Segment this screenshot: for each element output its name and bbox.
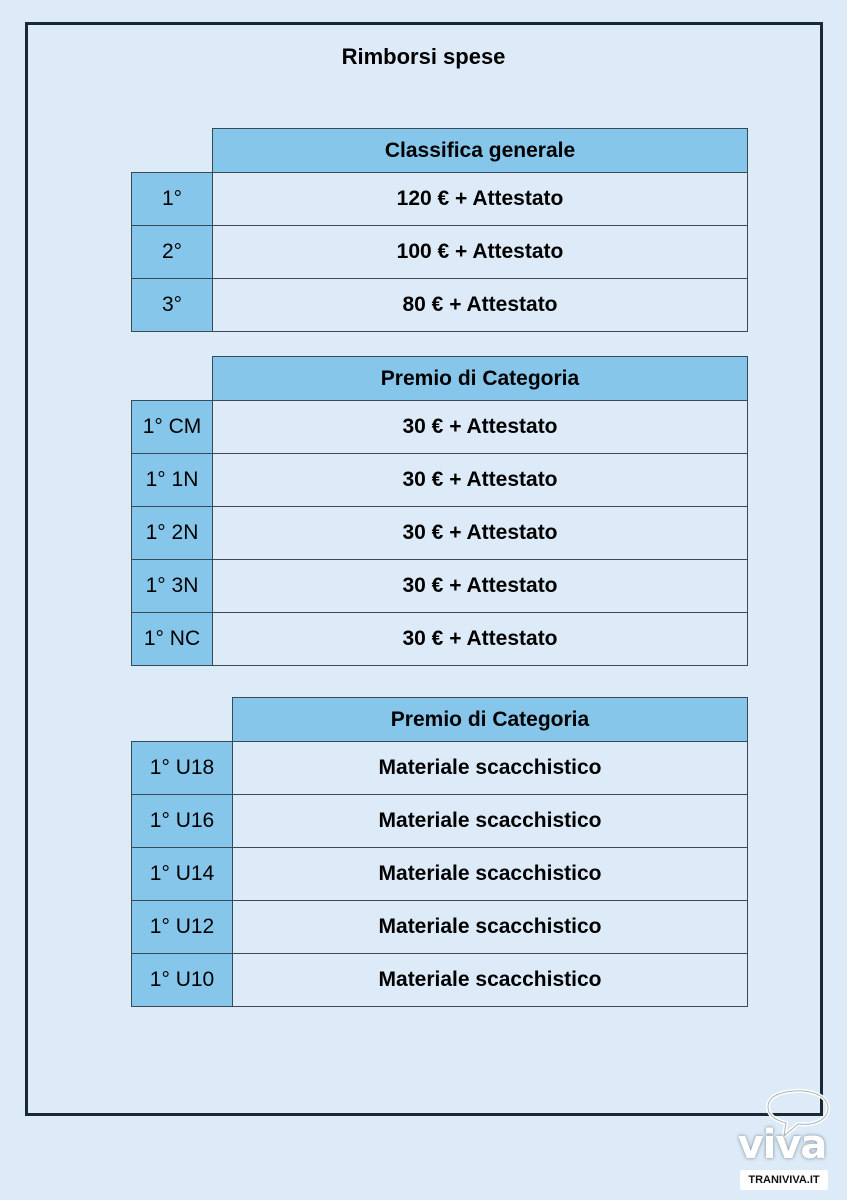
table-header: Premio di Categoria: [213, 357, 748, 401]
rank-cell: 1° 2N: [132, 507, 213, 560]
table-corner: [132, 698, 233, 742]
rank-cell: 2°: [132, 226, 213, 279]
prize-cell: Materiale scacchistico: [233, 954, 748, 1007]
rank-cell: 1° U16: [132, 795, 233, 848]
prize-cell: Materiale scacchistico: [233, 848, 748, 901]
rank-cell: 1° U14: [132, 848, 233, 901]
viva-logo: [724, 1086, 836, 1194]
prize-cell: 30 € + Attestato: [213, 401, 748, 454]
page-title: Rimborsi spese: [341, 44, 506, 69]
rank-cell: 1° 1N: [132, 454, 213, 507]
category-prize-table: [131, 356, 748, 666]
general-ranking-table: [131, 128, 748, 332]
table-corner: [132, 129, 213, 173]
prize-cell: 30 € + Attestato: [213, 454, 748, 507]
table-header: Classifica generale: [213, 129, 748, 173]
logo-wordmark: viva: [737, 1122, 827, 1168]
rank-cell: 1° CM: [132, 401, 213, 454]
rank-cell: 1° U12: [132, 901, 233, 954]
prize-cell: Materiale scacchistico: [233, 901, 748, 954]
youth-category-prize-table: [131, 697, 748, 1007]
prize-cell: 30 € + Attestato: [213, 613, 748, 666]
prize-cell: 30 € + Attestato: [213, 507, 748, 560]
prize-cell: 30 € + Attestato: [213, 560, 748, 613]
rank-cell: 1° NC: [132, 613, 213, 666]
prize-cell: 120 € + Attestato: [213, 173, 748, 226]
prize-cell: Materiale scacchistico: [233, 795, 748, 848]
prize-cell: 100 € + Attestato: [213, 226, 748, 279]
prize-cell: 80 € + Attestato: [213, 279, 748, 332]
rank-cell: 1° 3N: [132, 560, 213, 613]
rank-cell: 1° U18: [132, 742, 233, 795]
table-corner: [132, 357, 213, 401]
table-header: Premio di Categoria: [233, 698, 748, 742]
rank-cell: 1° U10: [132, 954, 233, 1007]
rank-cell: 1°: [132, 173, 213, 226]
logo-site-label: TRANIVIVA.IT: [740, 1170, 828, 1190]
rank-cell: 3°: [132, 279, 213, 332]
prize-cell: Materiale scacchistico: [233, 742, 748, 795]
